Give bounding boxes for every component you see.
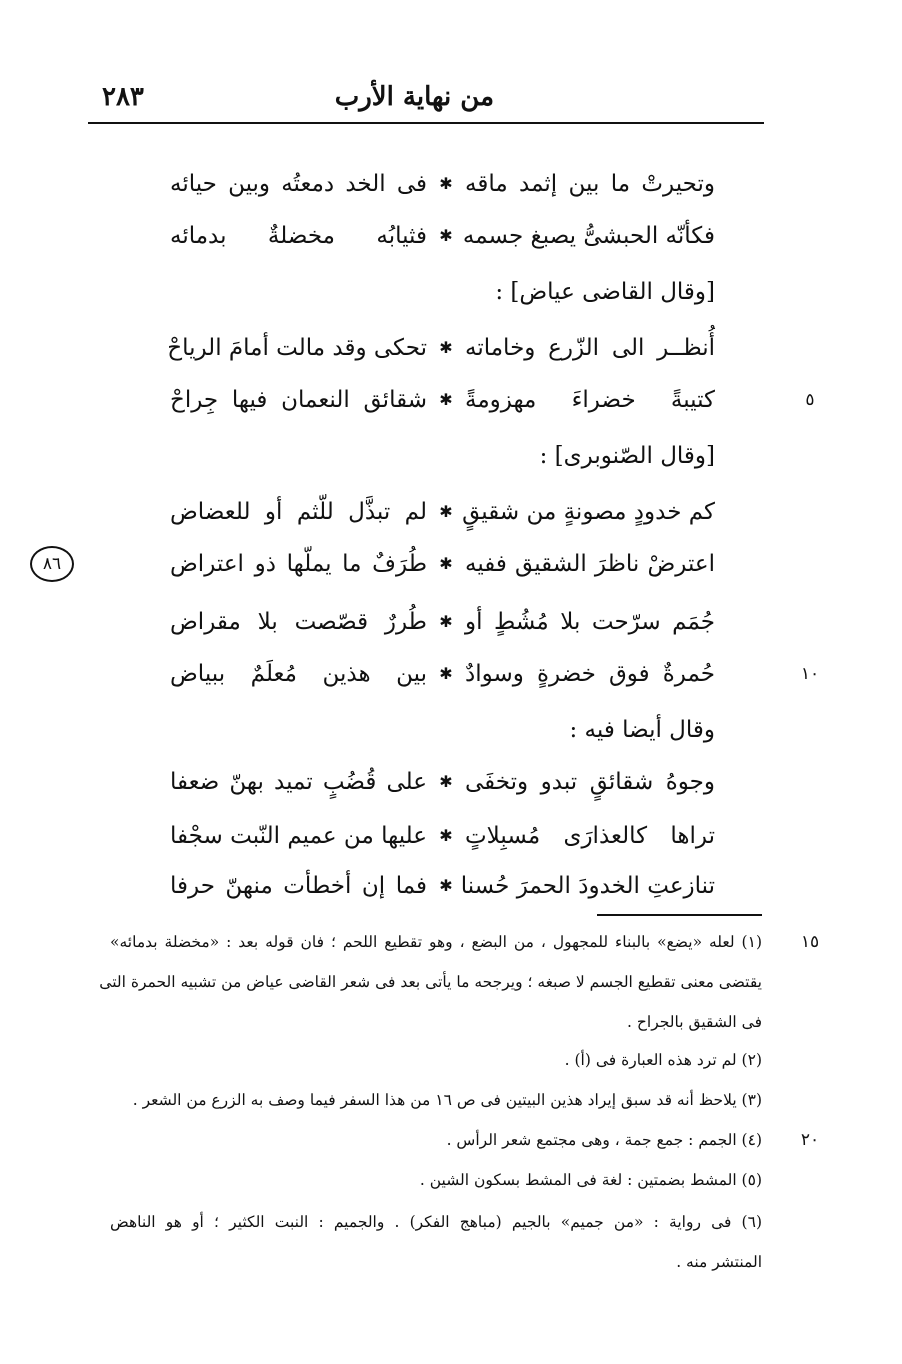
verse-line: [170, 544, 715, 584]
verse-line: [167, 328, 715, 368]
star-separator-icon: ✱: [439, 772, 453, 791]
verse-second-hemistich: بين هذين مُعلَمٌ ببياض: [170, 661, 427, 687]
verse-first-hemistich: فكأنّه الحبشىُّ يصبغ جسمه: [462, 223, 715, 249]
margin-page-marker: ٨٦: [30, 546, 74, 582]
verse-line: [170, 492, 715, 532]
verse-first-hemistich: وتحيرتْ ما بين إثمد ماقه: [465, 171, 715, 197]
line-number: ٢٠: [800, 1130, 820, 1150]
star-separator-icon: ✱: [439, 826, 453, 845]
footnote-3: (٣) يلاحظ أنه قد سبق إيراد هذين البيتين فى ص ١٦ من هذا السفر فيما وصف به الزرع من الشعر .: [132, 1091, 762, 1109]
verse-second-hemistich: فى الخد دمعتُه وبين حيائه: [170, 171, 427, 197]
star-separator-icon: ✱: [439, 174, 453, 193]
verse-line: [170, 762, 715, 802]
verse-line: [170, 602, 715, 642]
verse-line: [170, 654, 715, 694]
line-number: ١٠: [800, 664, 820, 684]
footnote-6-line-2: المنتشر منه .: [676, 1253, 762, 1271]
star-separator-icon: ✱: [439, 612, 453, 631]
footnote-1-line-1: (١) لعله «يضع» بالبناء للمجهول ، من البضع ، وهو تقطيع اللحم ؛ فان قوله بعد : «مخضلة بدمائه»: [110, 933, 762, 951]
verse-second-hemistich: فثيابُه مخضلةٌ بدمائه: [170, 223, 427, 249]
footnote-5: (٥) المشط بضمتين : لغة فى المشط بسكون الشين .: [419, 1171, 762, 1189]
footnote-separator: [597, 914, 762, 916]
verse-line: [170, 216, 715, 256]
verse-second-hemistich: تحكى وقد مالت أمامَ الرياحْ: [167, 335, 427, 361]
star-separator-icon: ✱: [439, 226, 453, 245]
running-title: من نهاية الأرب: [334, 82, 494, 112]
verse-second-hemistich: عليها من عميم النّبت سجْفا: [170, 823, 427, 849]
attribution-line: [وقال الصّنوبرى] :: [539, 443, 715, 469]
verse-first-hemistich: كم خدودٍ مصونةٍ من شقيقٍ: [462, 499, 715, 525]
verse-second-hemistich: طُرَفٌ ما يملّها ذو اعتراض: [170, 551, 427, 577]
verse-first-hemistich: حُمرةٌ فوق خضرةٍ وسوادٌ: [465, 661, 715, 687]
verse-line: [170, 164, 715, 204]
page-header: [88, 78, 764, 124]
verse-second-hemistich: شقائق النعمان فيها جِراحْ: [170, 387, 427, 413]
footnote-1-line-3: فى الشقيق بالجراح .: [627, 1013, 762, 1031]
verse-line: [170, 866, 715, 906]
verse-second-hemistich: على قُضُبٍ تميد بهنّ ضعفا: [170, 769, 427, 795]
verse-first-hemistich: وجوهُ شقائقٍ تبدو وتخفَى: [465, 769, 715, 795]
page-number: ٢٨٣: [102, 82, 144, 112]
star-separator-icon: ✱: [439, 876, 453, 895]
star-separator-icon: ✱: [439, 390, 453, 409]
star-separator-icon: ✱: [439, 338, 453, 357]
line-number: ٥: [805, 390, 815, 410]
verse-first-hemistich: تنازعتِ الخدودَ الحمرَ حُسنا: [460, 873, 715, 899]
line-number: ١٥: [800, 932, 820, 952]
verse-line: [170, 380, 715, 420]
verse-first-hemistich: كتيبةً خضراءَ مهزومةً: [465, 387, 715, 413]
verse-first-hemistich: أُنظــر الى الزّرع وخاماته: [465, 335, 715, 361]
footnote-6-line-1: (٦) فى رواية : «من جميم» بالجيم (مباهج الفكر) . والجميم : النبت الكثير ؛ أو هو الناهض: [110, 1213, 762, 1231]
verse-first-hemistich: تراها كالعذارَى مُسبِلاتٍ: [465, 823, 715, 849]
footnote-4: (٤) الجمم : جمع جمة ، وهى مجتمع شعر الرأس .: [446, 1131, 762, 1149]
verse-second-hemistich: طُررٌ قصّصت بلا مقراض: [170, 609, 427, 635]
attribution-line: وقال أيضا فيه :: [569, 717, 715, 743]
footnote-1-line-2: يقتضى معنى تقطيع الجسم لا صبغه ؛ ويرجحه ما يأتى بعد فى شعر القاضى عياض من تشبيه الحمرة التى: [99, 973, 762, 991]
verse-first-hemistich: اعترضْ ناظرَ الشقيق ففيه: [465, 551, 715, 577]
attribution-line: [وقال القاضى عياض] :: [495, 279, 715, 305]
star-separator-icon: ✱: [439, 502, 453, 521]
verse-second-hemistich: فما إن أخطأت منهنّ حرفا: [170, 873, 427, 899]
verse-second-hemistich: لم تبذَّل للّثم أو للعضاض: [170, 499, 427, 525]
verse-first-hemistich: جُمَم سرّحت بلا مُشُطٍ أو: [465, 609, 715, 635]
star-separator-icon: ✱: [439, 664, 453, 683]
footnote-2: (٢) لم ترد هذه العبارة فى (أ) .: [564, 1051, 762, 1069]
star-separator-icon: ✱: [439, 554, 453, 573]
verse-line: [170, 816, 715, 856]
